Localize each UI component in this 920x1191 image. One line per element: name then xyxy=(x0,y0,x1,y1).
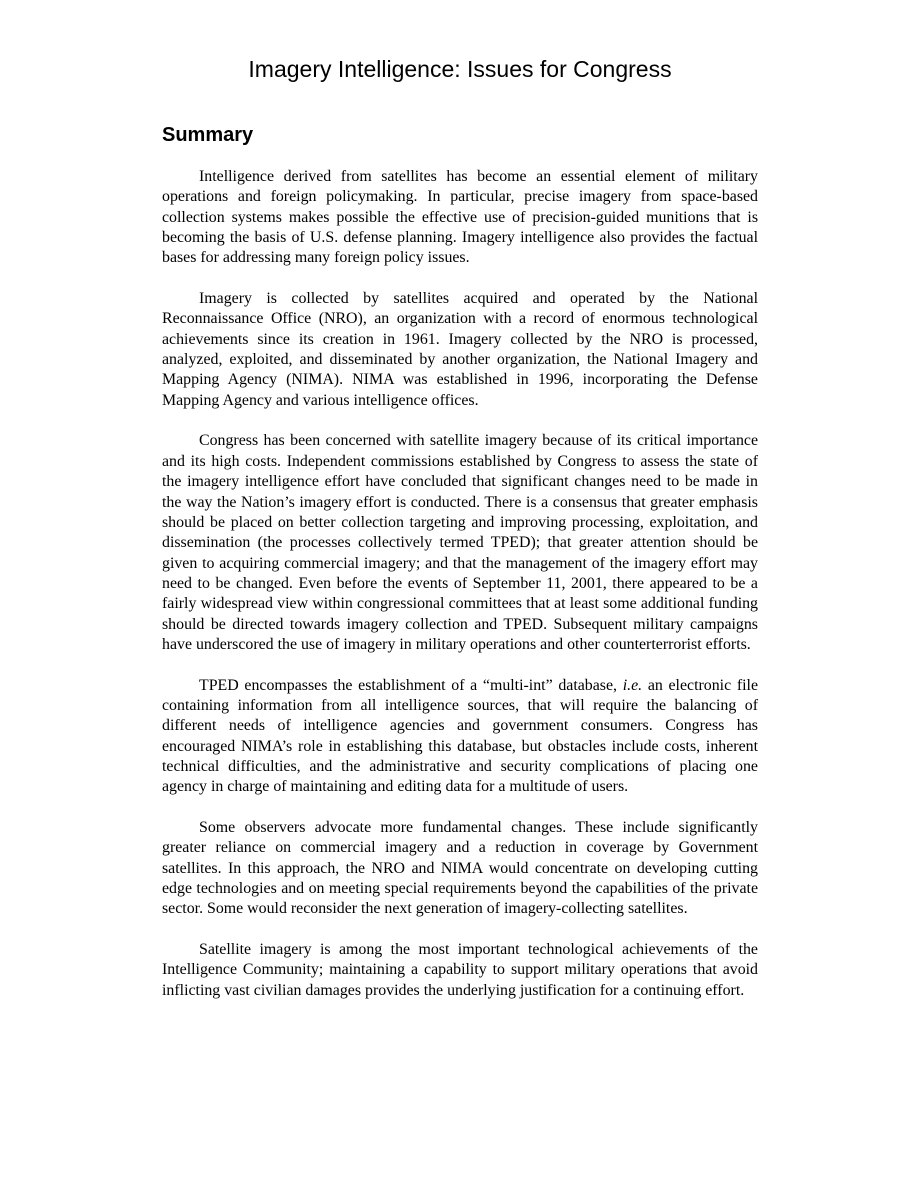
document-title: Imagery Intelligence: Issues for Congress xyxy=(248,56,672,82)
paragraph-4 xyxy=(162,676,758,798)
paragraph-6: Satellite imagery is among the most important technological achievements of the Intelligence Community; maintaining a capability to support military operations that avoid inflicting vast civilian damages provides the underlying justification for a continuing effort. xyxy=(162,941,758,999)
paragraph-3: Congress has been concerned with satellite imagery because of its critical importance and its high costs. Independent commissions established by Congress to assess the state of the imagery intelligence effort have concluded that significant changes need to be made in the way the Nation’s imagery effort is conducted. There is a consensus that greater emphasis should be placed on better collection targeting and improving processing, exploitation, and dissemination (the processes collectively termed TPED); that greater attention should be given to acquiring commercial imagery; and that the management of the imagery effort may need to be changed. Even before the events of September 11, 2001, there appeared to be a fairly widespread view within congressional committees that at least some additional funding should be directed towards imagery collection and TPED. Subsequent military campaigns have underscored the use of imagery in military operations and other counterterrorist efforts. xyxy=(162,432,758,653)
paragraph-4-text-start: TPED encompasses the establishment of a “multi-int” database, xyxy=(199,676,623,694)
paragraph-5: Some observers advocate more fundamental changes. These include significantly greater reliance on commercial imagery and a reduction in coverage by Government satellites. In this approach, the NRO and NIMA would concentrate on developing cutting edge technologies and on meeting special requirements beyond the capabilities of the private sector. Some would reconsider the next generation of imagery-collecting satellites. xyxy=(162,819,758,918)
paragraph-4-italic-ie: i.e. xyxy=(622,676,643,694)
section-heading-summary: Summary xyxy=(162,124,254,146)
paragraph-1: Intelligence derived from satellites has become an essential element of military operations and foreign policymaking. In particular, precise imagery from space-based collection systems makes possible the effective use of precision-guided munitions that is becoming the basis of U.S. defense planning. Imagery intelligence also provides the factual bases for addressing many foreign policy issues. xyxy=(162,168,758,267)
summary-body xyxy=(162,167,758,1001)
paragraph-4-text-end: an electronic file containing information from all intelligence sources, that will require the balancing of different needs of intelligence agencies and government consumers. Congress has encouraged NIMA’s role in establishing this database, but obstacles include costs, inherent technical difficulties, and the administrative and security complications of placing one agency in charge of maintaining and editing data for a multitude of users. xyxy=(162,676,759,796)
paragraph-2: Imagery is collected by satellites acquired and operated by the National Reconnaissance Office (NRO), an organization with a record of enormous technological achievements since its creation in 1961. Imagery collected by the NRO is processed, analyzed, exploited, and disseminated by another organization, the National Imagery and Mapping Agency (NIMA). NIMA was established in 1996, incorporating the Defense Mapping Agency and various intelligence offices. xyxy=(162,290,758,409)
